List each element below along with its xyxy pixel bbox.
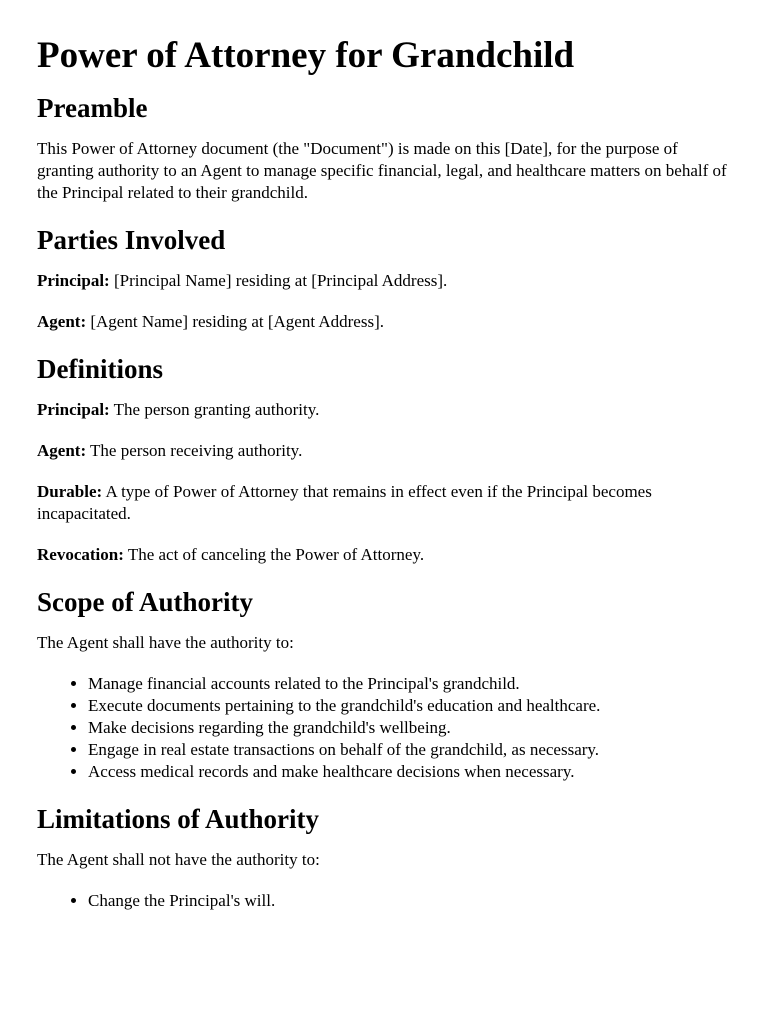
definition-term: Principal: [37,400,110,419]
scope-intro: The Agent shall have the authority to: [37,633,294,652]
list-item: • Access medical records and make healthcare decisions when necessary. [88,761,733,783]
party-text: [Principal Name] residing at [Principal Address]. [109,271,448,290]
list-item: • Change the Principal's will. [88,890,733,912]
definition-text: The person granting authority. [109,400,320,419]
definition-text: A type of Power of Attorney that remains in effect even if the Principal becomes incapacitated. [37,482,652,523]
definition-text: The person receiving authority. [86,441,303,460]
scope-heading: Scope of Authority [37,587,253,617]
parties-heading: Parties Involved [37,225,226,255]
party-agent [37,311,733,333]
definition-durable [37,481,733,525]
parties-section [37,224,733,333]
list-item: • Manage financial accounts related to the Principal's grandchild. [88,673,733,695]
party-term: Agent: [37,312,87,331]
definition-term: Durable: [37,482,103,501]
list-item: • Make decisions regarding the grandchild's wellbeing. [88,717,733,739]
limitations-list [37,890,733,912]
list-item: • Execute documents pertaining to the grandchild's education and healthcare. [88,695,733,717]
preamble-text: This Power of Attorney document (the "Document") is made on this [Date], for the purpose of granting authority to an Agent to manage specific financial, legal, and healthcare matters on behalf of the Principal related to their grandchild. [37,139,727,202]
definition-principal [37,399,733,421]
definition-agent [37,440,733,462]
list-item: • Engage in real estate transactions on behalf of the grandchild, as necessary. [88,739,733,761]
limitations-heading: Limitations of Authority [37,804,320,834]
document-title: Power of Attorney for Grandchild [37,35,575,76]
party-text: [Agent Name] residing at [Agent Address]. [86,312,384,331]
definitions-heading: Definitions [37,354,164,384]
definition-term: Agent: [37,441,87,460]
scope-list [37,673,733,783]
definition-revocation [37,544,733,566]
definition-term: Revocation: [37,545,124,564]
preamble-heading: Preamble [37,93,148,123]
definitions-section [37,353,733,566]
limitations-intro: The Agent shall not have the authority to: [37,850,320,869]
party-principal [37,270,733,292]
scope-section [37,586,733,783]
definition-text: The act of canceling the Power of Attorney. [123,545,425,564]
party-term: Principal: [37,271,110,290]
preamble-section [37,92,733,204]
limitations-section [37,803,733,912]
